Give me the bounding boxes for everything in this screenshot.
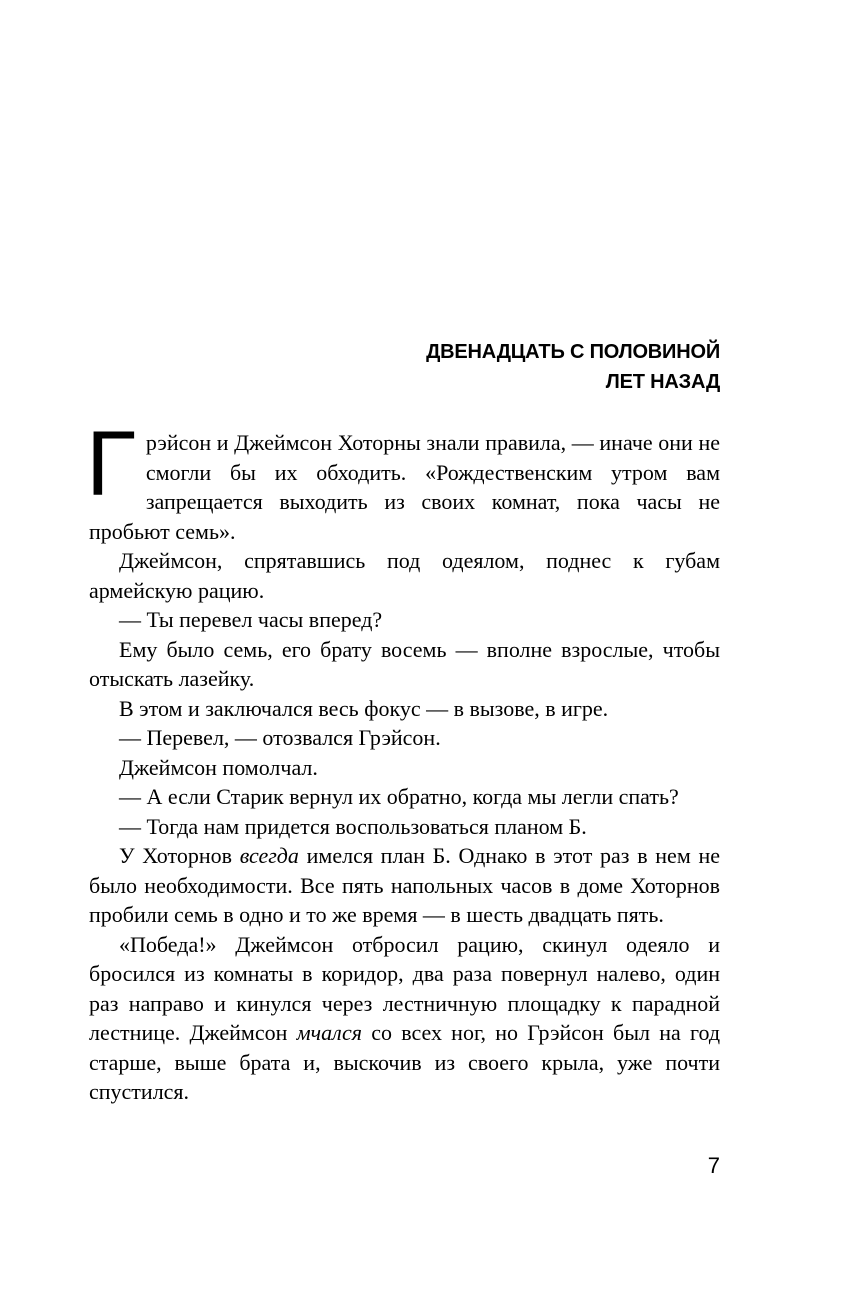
paragraph-5: В этом и заключался весь фокус — в вызове, в игре.: [119, 695, 609, 721]
paragraph-11-text-b: со всех ног, но Грэйсон был на год старше, выше брата и, выскочив из своего крыла, уже почти спустился.: [89, 1020, 721, 1104]
paragraph-8: — А если Старик вернул их обратно, когда мы легли спать?: [119, 784, 679, 809]
drop-cap: Г: [86, 413, 136, 515]
paragraph-7: Джеймсон помолчал.: [119, 754, 318, 780]
paragraph-11: [89, 930, 720, 1107]
paragraph-1: [86, 413, 720, 546]
chapter-heading: [426, 337, 720, 397]
paragraph-3: — Ты перевел часы вперед?: [119, 607, 383, 632]
chapter-heading-line-1: ДВЕНАДЦАТЬ С ПОЛОВИНОЙ: [426, 341, 720, 363]
paragraph-10: [89, 841, 720, 930]
paragraph-10-text-a: У Хоторнов: [119, 843, 240, 868]
paragraph-2: Джеймсон, спрятавшись под одеялом, поднес к губам армейскую рацию.: [89, 548, 720, 603]
chapter-text: [86, 413, 721, 1107]
paragraph-11-text-a: «Победа!» Джеймсон отбросил рацию, скинул одеяло и бросился из комнаты в коридор, два раза повернул налево, один раз направо и кинулся через лестничную площадку к парадной лестнице. Джеймсон: [89, 931, 720, 1045]
paragraph-1-text: рэйсон и Джеймсон Хоторны знали правила, — иначе они не смогли бы их обходить. «Рождественским утром вам запрещается выходить из своих комнат, пока часы не пробьют семь».: [89, 430, 720, 544]
paragraph-11-emphasis: мчался: [296, 1020, 362, 1045]
paragraph-6: — Перевел, — отозвался Грэйсон.: [119, 725, 441, 750]
paragraph-9: — Тогда нам придется воспользоваться планом Б.: [119, 813, 587, 839]
paragraph-10-text-b: имелся план Б. Однако в этот раз в нем не было необходимости. Все пять напольных часов в доме Хоторнов пробили семь в одно и то же время — в шесть двадцать пять.: [89, 843, 720, 927]
paragraph-4: Ему было семь, его брату восемь — вполне взрослые, чтобы отыскать лазейку.: [89, 636, 720, 691]
chapter-heading-line-2: ЛЕТ НАЗАД: [605, 371, 720, 393]
paragraph-10-emphasis: всегда: [239, 843, 299, 868]
page-number: 7: [707, 1153, 720, 1178]
